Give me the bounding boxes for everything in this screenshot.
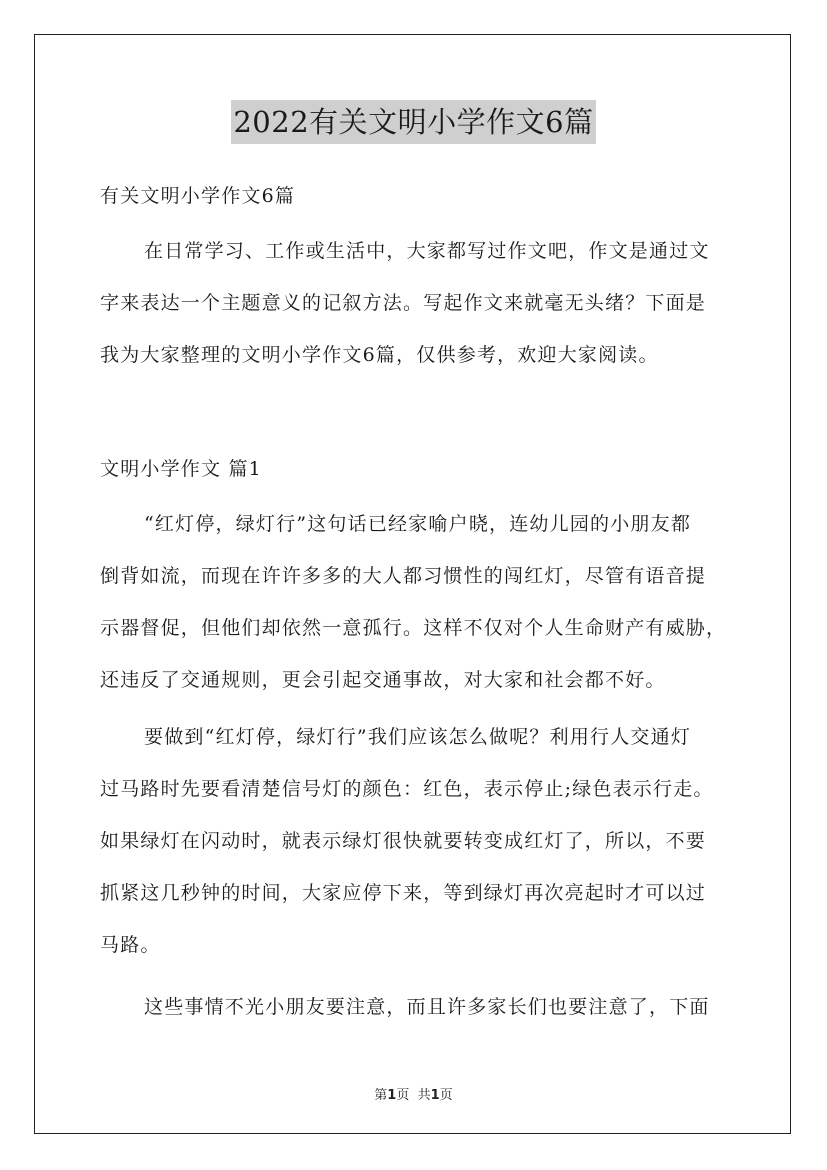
total-prefix: 共 bbox=[417, 1088, 431, 1103]
paragraph-line: 还违反了交通规则，更会引起交通事故，对大家和社会都不好。 bbox=[100, 669, 666, 691]
paragraph-line: 这些事情不光小朋友要注意，而且许多家长们也要注意了，下面 bbox=[144, 996, 710, 1018]
page-suffix: 页 bbox=[396, 1088, 410, 1103]
paragraph-line: 在日常学习、工作或生活中，大家都写过作文吧，作文是通过文 bbox=[144, 240, 710, 262]
page-number: 1 bbox=[387, 1088, 397, 1103]
title-container bbox=[0, 100, 827, 144]
section-heading-text: 文明小学作文 篇1 bbox=[100, 458, 262, 480]
paragraph-line: 我为大家整理的文明小学作文6篇，仅供参考，欢迎大家阅读。 bbox=[100, 344, 659, 366]
subtitle-line: 有关文明小学作文6篇 bbox=[100, 185, 296, 207]
total-pages: 1 bbox=[430, 1088, 440, 1103]
paragraph-line: 过马路时先要看清楚信号灯的颜色：红色，表示停止;绿色表示行走。 bbox=[100, 778, 714, 800]
paragraph-line: 倒背如流，而现在许许多多的大人都习惯性的闯红灯，尽管有语音提 bbox=[100, 565, 707, 587]
document-title: 2022有关文明小学作文6篇 bbox=[231, 100, 595, 144]
paragraph-line: 如果绿灯在闪动时，就表示绿灯很快就要转变成红灯了，所以，不要 bbox=[100, 830, 707, 852]
page-footer bbox=[0, 1084, 827, 1103]
paragraph-line: 马路。 bbox=[100, 934, 161, 956]
total-suffix: 页 bbox=[439, 1088, 453, 1103]
paragraph-line: 示器督促，但他们却依然一意孤行。这样不仅对个人生命财产有威胁， bbox=[100, 617, 727, 639]
paragraph-line: 抓紧这几秒钟的时间，大家应停下来，等到绿灯再次亮起时才可以过 bbox=[100, 882, 707, 904]
paragraph-line: 要做到“红灯停，绿灯行”我们应该怎么做呢？利用行人交通灯 bbox=[144, 726, 692, 748]
paragraph-line: “红灯停，绿灯行”这句话已经家喻户晓，连幼儿园的小朋友都 bbox=[144, 513, 692, 535]
paragraph-line: 字来表达一个主题意义的记叙方法。写起作文来就毫无头绪？下面是 bbox=[100, 292, 707, 314]
page-prefix: 第 bbox=[374, 1088, 388, 1103]
